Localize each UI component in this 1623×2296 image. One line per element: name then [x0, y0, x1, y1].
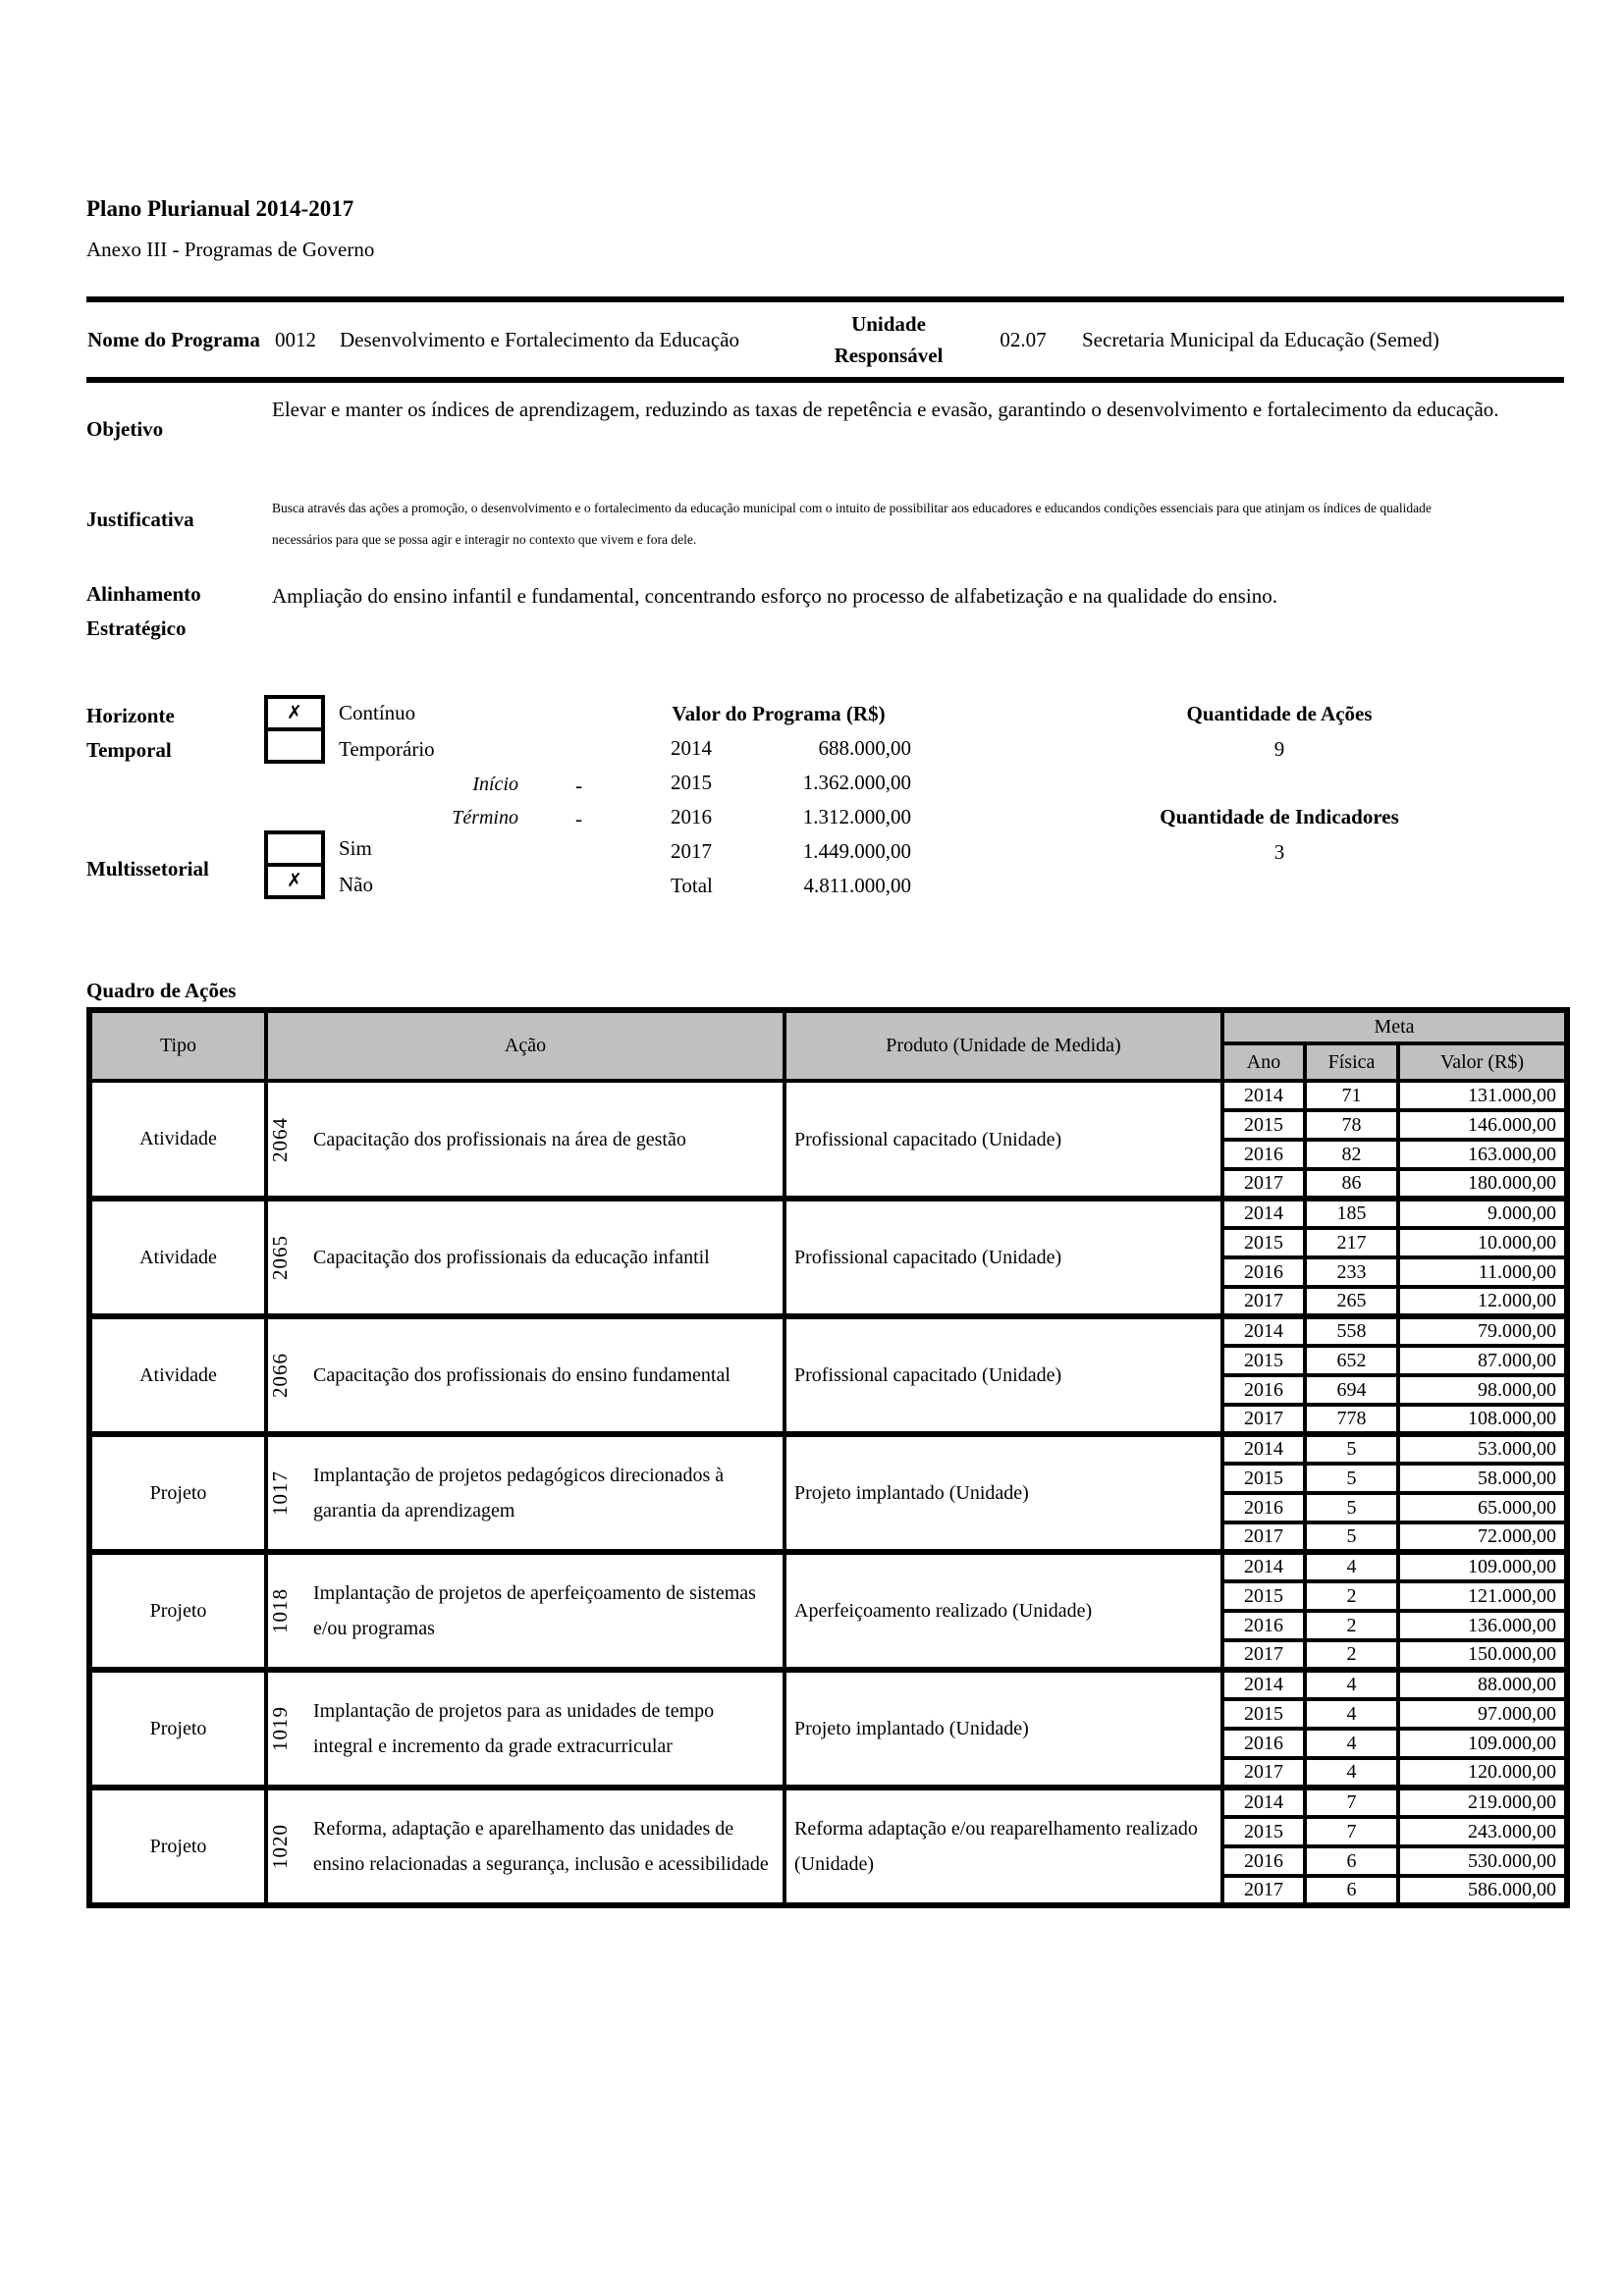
action-produto: Profissional capacitado (Unidade) — [784, 1316, 1222, 1434]
checkbox-continuo — [264, 695, 325, 731]
action-description: Implantação de projetos de aperfeiçoamento de sistemas e/ou programas — [313, 1582, 756, 1639]
meta-valor: 11.000,00 — [1398, 1257, 1567, 1287]
program-code: 0012 — [275, 328, 316, 351]
meta-ano: 2017 — [1222, 1758, 1305, 1788]
quadro-row — [89, 1552, 1567, 1581]
meta-ano: 2017 — [1222, 1169, 1305, 1199]
meta-valor: 131.000,00 — [1398, 1081, 1567, 1110]
meta-valor: 65.000,00 — [1398, 1493, 1567, 1522]
meta-valor: 88.000,00 — [1398, 1670, 1567, 1699]
meta-fisica: 7 — [1305, 1788, 1398, 1817]
meta-ano: 2017 — [1222, 1405, 1305, 1434]
multissetorial-checkbox-group — [264, 830, 325, 899]
action-cell — [266, 1434, 784, 1552]
alinhamento-text: Ampliação do ensino infantil e fundamental, concentrando esforço no processo de alfabetização e na qualidade do ensino. — [272, 584, 1277, 608]
program-header — [86, 296, 1564, 383]
horizonte-checkbox-group — [264, 695, 325, 764]
action-produto: Reforma adaptação e/ou reaparelhamento realizado (Unidade) — [784, 1788, 1222, 1905]
meta-ano: 2014 — [1222, 1316, 1305, 1346]
meta-valor: 109.000,00 — [1398, 1729, 1567, 1758]
header-tipo: Tipo — [89, 1010, 266, 1081]
unit-label: Unidade Responsável — [834, 312, 944, 367]
valor-row — [671, 736, 911, 771]
meta-fisica: 694 — [1305, 1375, 1398, 1405]
quadro-row — [89, 1788, 1567, 1817]
action-cell — [266, 1670, 784, 1788]
meta-ano: 2014 — [1222, 1670, 1305, 1699]
quadro-row — [89, 1670, 1567, 1699]
meta-fisica: 217 — [1305, 1228, 1398, 1257]
meta-valor: 87.000,00 — [1398, 1346, 1567, 1375]
action-produto: Aperfeiçoamento realizado (Unidade) — [784, 1552, 1222, 1670]
meta-valor: 219.000,00 — [1398, 1788, 1567, 1817]
page-subtitle: Anexo III - Programas de Governo — [86, 238, 375, 261]
meta-ano: 2016 — [1222, 1257, 1305, 1287]
meta-ano: 2014 — [1222, 1434, 1305, 1464]
meta-valor: 243.000,00 — [1398, 1817, 1567, 1846]
objetivo-text: Elevar e manter os índices de aprendizagem, reduzindo as taxas de repetência e evasão, garantindo o desenvolvimento e fortalecimento da educação. — [272, 398, 1499, 421]
temporario-label: Temporário — [339, 737, 435, 761]
meta-fisica: 5 — [1305, 1434, 1398, 1464]
continuo-label: Contínuo — [339, 701, 416, 724]
objetivo-label: Objetivo — [86, 417, 164, 441]
quadro-row — [89, 1316, 1567, 1346]
header-produto: Produto (Unidade de Medida) — [784, 1010, 1222, 1081]
action-tipo: Atividade — [89, 1316, 266, 1434]
header-meta: Meta — [1222, 1010, 1567, 1043]
meta-ano: 2016 — [1222, 1375, 1305, 1405]
action-produto: Projeto implantado (Unidade) — [784, 1670, 1222, 1788]
inicio-label: Início — [472, 774, 518, 795]
meta-fisica: 71 — [1305, 1081, 1398, 1110]
quantidade-acoes-label: Quantidade de Ações — [1186, 702, 1373, 725]
meta-valor: 121.000,00 — [1398, 1581, 1567, 1611]
valor-amount: 688.000,00 — [818, 736, 911, 760]
meta-fisica: 265 — [1305, 1287, 1398, 1316]
valor-year: 2016 — [671, 805, 712, 828]
meta-valor: 58.000,00 — [1398, 1464, 1567, 1493]
nao-label: Não — [339, 873, 373, 896]
meta-valor: 10.000,00 — [1398, 1228, 1567, 1257]
meta-ano: 2016 — [1222, 1846, 1305, 1876]
quadro-row — [89, 1081, 1567, 1110]
valor-year: Total — [671, 874, 713, 897]
page-title: Plano Plurianual 2014-2017 — [86, 196, 354, 221]
check-mark-icon: ✗ — [287, 870, 302, 891]
meta-valor: 136.000,00 — [1398, 1611, 1567, 1640]
inicio-value: - — [575, 774, 582, 797]
checkbox-sim — [264, 830, 325, 867]
header-valor: Valor (R$) — [1398, 1043, 1567, 1081]
meta-fisica: 2 — [1305, 1640, 1398, 1670]
meta-ano: 2015 — [1222, 1110, 1305, 1140]
action-cell — [266, 1316, 784, 1434]
meta-valor: 53.000,00 — [1398, 1434, 1567, 1464]
quadro-acoes-title: Quadro de Ações — [86, 979, 237, 1002]
meta-fisica: 4 — [1305, 1758, 1398, 1788]
meta-fisica: 2 — [1305, 1611, 1398, 1640]
meta-ano: 2017 — [1222, 1640, 1305, 1670]
action-tipo: Atividade — [89, 1081, 266, 1199]
meta-ano: 2014 — [1222, 1788, 1305, 1817]
meta-valor: 150.000,00 — [1398, 1640, 1567, 1670]
meta-fisica: 185 — [1305, 1199, 1398, 1228]
meta-fisica: 778 — [1305, 1405, 1398, 1434]
meta-valor: 97.000,00 — [1398, 1699, 1567, 1729]
valor-programa-list — [671, 736, 911, 908]
meta-valor: 109.000,00 — [1398, 1552, 1567, 1581]
action-code: 1020 — [268, 1824, 292, 1869]
meta-ano: 2014 — [1222, 1199, 1305, 1228]
header-acao: Ação — [266, 1010, 784, 1081]
meta-fisica: 4 — [1305, 1670, 1398, 1699]
meta-valor: 530.000,00 — [1398, 1846, 1567, 1876]
valor-row — [671, 839, 911, 874]
valor-programa-header: Valor do Programa (R$) — [672, 702, 886, 725]
action-code: 2064 — [268, 1116, 292, 1162]
action-tipo: Projeto — [89, 1552, 266, 1670]
action-description: Implantação de projetos pedagógicos direcionados à garantia da aprendizagem — [313, 1465, 725, 1522]
meta-ano: 2014 — [1222, 1552, 1305, 1581]
meta-valor: 120.000,00 — [1398, 1758, 1567, 1788]
meta-ano: 2015 — [1222, 1346, 1305, 1375]
quadro-row — [89, 1199, 1567, 1228]
unit-code: 02.07 — [1000, 328, 1047, 351]
program-name: Desenvolvimento e Fortalecimento da Educação — [340, 328, 740, 351]
checkbox-nao — [264, 863, 325, 899]
meta-valor: 586.000,00 — [1398, 1876, 1567, 1905]
meta-ano: 2017 — [1222, 1287, 1305, 1316]
meta-fisica: 82 — [1305, 1140, 1398, 1169]
action-produto: Profissional capacitado (Unidade) — [784, 1199, 1222, 1316]
justificativa-text: Busca através das ações a promoção, o desenvolvimento e o fortalecimento da educação municipal com o intuito de possibilitar aos educadores e educandos condições essenciais para que atinjam os índices de qualidade necessários para que se possa agir e interagir no contexto que vivem e fora dele. — [272, 501, 1432, 547]
meta-fisica: 558 — [1305, 1316, 1398, 1346]
meta-fisica: 652 — [1305, 1346, 1398, 1375]
valor-year: 2017 — [671, 839, 712, 863]
meta-ano: 2015 — [1222, 1228, 1305, 1257]
unit-name: Secretaria Municipal da Educação (Semed) — [1082, 328, 1439, 351]
action-code: 1018 — [268, 1588, 292, 1633]
meta-ano: 2014 — [1222, 1081, 1305, 1110]
meta-valor: 146.000,00 — [1398, 1110, 1567, 1140]
action-produto: Projeto implantado (Unidade) — [784, 1434, 1222, 1552]
meta-valor: 108.000,00 — [1398, 1405, 1567, 1434]
meta-fisica: 5 — [1305, 1522, 1398, 1552]
valor-amount: 1.449.000,00 — [802, 839, 911, 863]
meta-fisica: 5 — [1305, 1464, 1398, 1493]
meta-ano: 2015 — [1222, 1464, 1305, 1493]
program-name-label: Nome do Programa — [87, 328, 260, 351]
action-description: Capacitação dos profissionais na área de gestão — [313, 1128, 686, 1150]
meta-valor: 12.000,00 — [1398, 1287, 1567, 1316]
quantidade-indicadores-value: 3 — [1273, 840, 1285, 864]
action-description: Reforma, adaptação e aparelhamento das unidades de ensino relacionadas a segurança, inclusão e acessibilidade — [313, 1818, 769, 1875]
action-description: Capacitação dos profissionais do ensino fundamental — [313, 1364, 730, 1386]
header-fisica: Física — [1305, 1043, 1398, 1081]
meta-fisica: 78 — [1305, 1110, 1398, 1140]
meta-valor: 163.000,00 — [1398, 1140, 1567, 1169]
valor-amount: 4.811.000,00 — [803, 874, 911, 897]
meta-fisica: 4 — [1305, 1552, 1398, 1581]
meta-ano: 2015 — [1222, 1699, 1305, 1729]
action-cell — [266, 1552, 784, 1670]
alinhamento-label: Alinhamento Estratégico — [86, 582, 201, 640]
meta-ano: 2016 — [1222, 1729, 1305, 1758]
action-cell — [266, 1199, 784, 1316]
quadro-body — [89, 1081, 1567, 1905]
quantidade-indicadores-label: Quantidade de Indicadores — [1160, 805, 1399, 828]
valor-year: 2015 — [671, 771, 712, 794]
justificativa-label: Justificativa — [86, 507, 194, 531]
meta-fisica: 4 — [1305, 1729, 1398, 1758]
valor-amount: 1.312.000,00 — [802, 805, 911, 828]
valor-row — [671, 874, 911, 908]
meta-fisica: 5 — [1305, 1493, 1398, 1522]
valor-amount: 1.362.000,00 — [802, 771, 911, 794]
meta-ano: 2015 — [1222, 1581, 1305, 1611]
horizonte-temporal-label: Horizonte Temporal — [86, 704, 175, 762]
meta-fisica: 233 — [1305, 1257, 1398, 1287]
action-description: Capacitação dos profissionais da educação infantil — [313, 1247, 710, 1268]
action-code: 2065 — [268, 1235, 292, 1280]
meta-ano: 2017 — [1222, 1522, 1305, 1552]
valor-row — [671, 771, 911, 805]
valor-year: 2014 — [671, 736, 712, 760]
quantidade-acoes-value: 9 — [1273, 737, 1285, 761]
meta-ano: 2016 — [1222, 1611, 1305, 1640]
meta-fisica: 2 — [1305, 1581, 1398, 1611]
meta-valor: 98.000,00 — [1398, 1375, 1567, 1405]
meta-valor: 72.000,00 — [1398, 1522, 1567, 1552]
multissetorial-label: Multissetorial — [86, 857, 209, 881]
quadro-row — [89, 1434, 1567, 1464]
meta-fisica: 4 — [1305, 1699, 1398, 1729]
header-ano: Ano — [1222, 1043, 1305, 1081]
action-cell — [266, 1081, 784, 1199]
horizonte-multissetorial-block — [86, 687, 1564, 933]
action-tipo: Atividade — [89, 1199, 266, 1316]
meta-ano: 2017 — [1222, 1876, 1305, 1905]
meta-valor: 9.000,00 — [1398, 1199, 1567, 1228]
action-cell — [266, 1788, 784, 1905]
action-code: 1019 — [268, 1706, 292, 1751]
meta-fisica: 86 — [1305, 1169, 1398, 1199]
sim-label: Sim — [339, 836, 372, 860]
check-mark-icon: ✗ — [287, 702, 302, 723]
meta-ano: 2016 — [1222, 1140, 1305, 1169]
meta-valor: 180.000,00 — [1398, 1169, 1567, 1199]
action-tipo: Projeto — [89, 1788, 266, 1905]
valor-row — [671, 805, 911, 839]
termino-value: - — [575, 807, 582, 830]
action-code: 1017 — [268, 1470, 292, 1516]
action-description: Implantação de projetos para as unidades de tempo integral e incremento da grade extracurricular — [313, 1700, 715, 1757]
quadro-acoes-table — [86, 1007, 1570, 1908]
action-tipo: Projeto — [89, 1670, 266, 1788]
meta-ano: 2015 — [1222, 1817, 1305, 1846]
meta-ano: 2016 — [1222, 1493, 1305, 1522]
meta-fisica: 6 — [1305, 1876, 1398, 1905]
action-produto: Profissional capacitado (Unidade) — [784, 1081, 1222, 1199]
meta-fisica: 6 — [1305, 1846, 1398, 1876]
meta-fisica: 7 — [1305, 1817, 1398, 1846]
meta-valor: 79.000,00 — [1398, 1316, 1567, 1346]
termino-label: Término — [452, 807, 518, 828]
action-tipo: Projeto — [89, 1434, 266, 1552]
checkbox-temporario — [264, 727, 325, 764]
action-code: 2066 — [268, 1353, 292, 1398]
